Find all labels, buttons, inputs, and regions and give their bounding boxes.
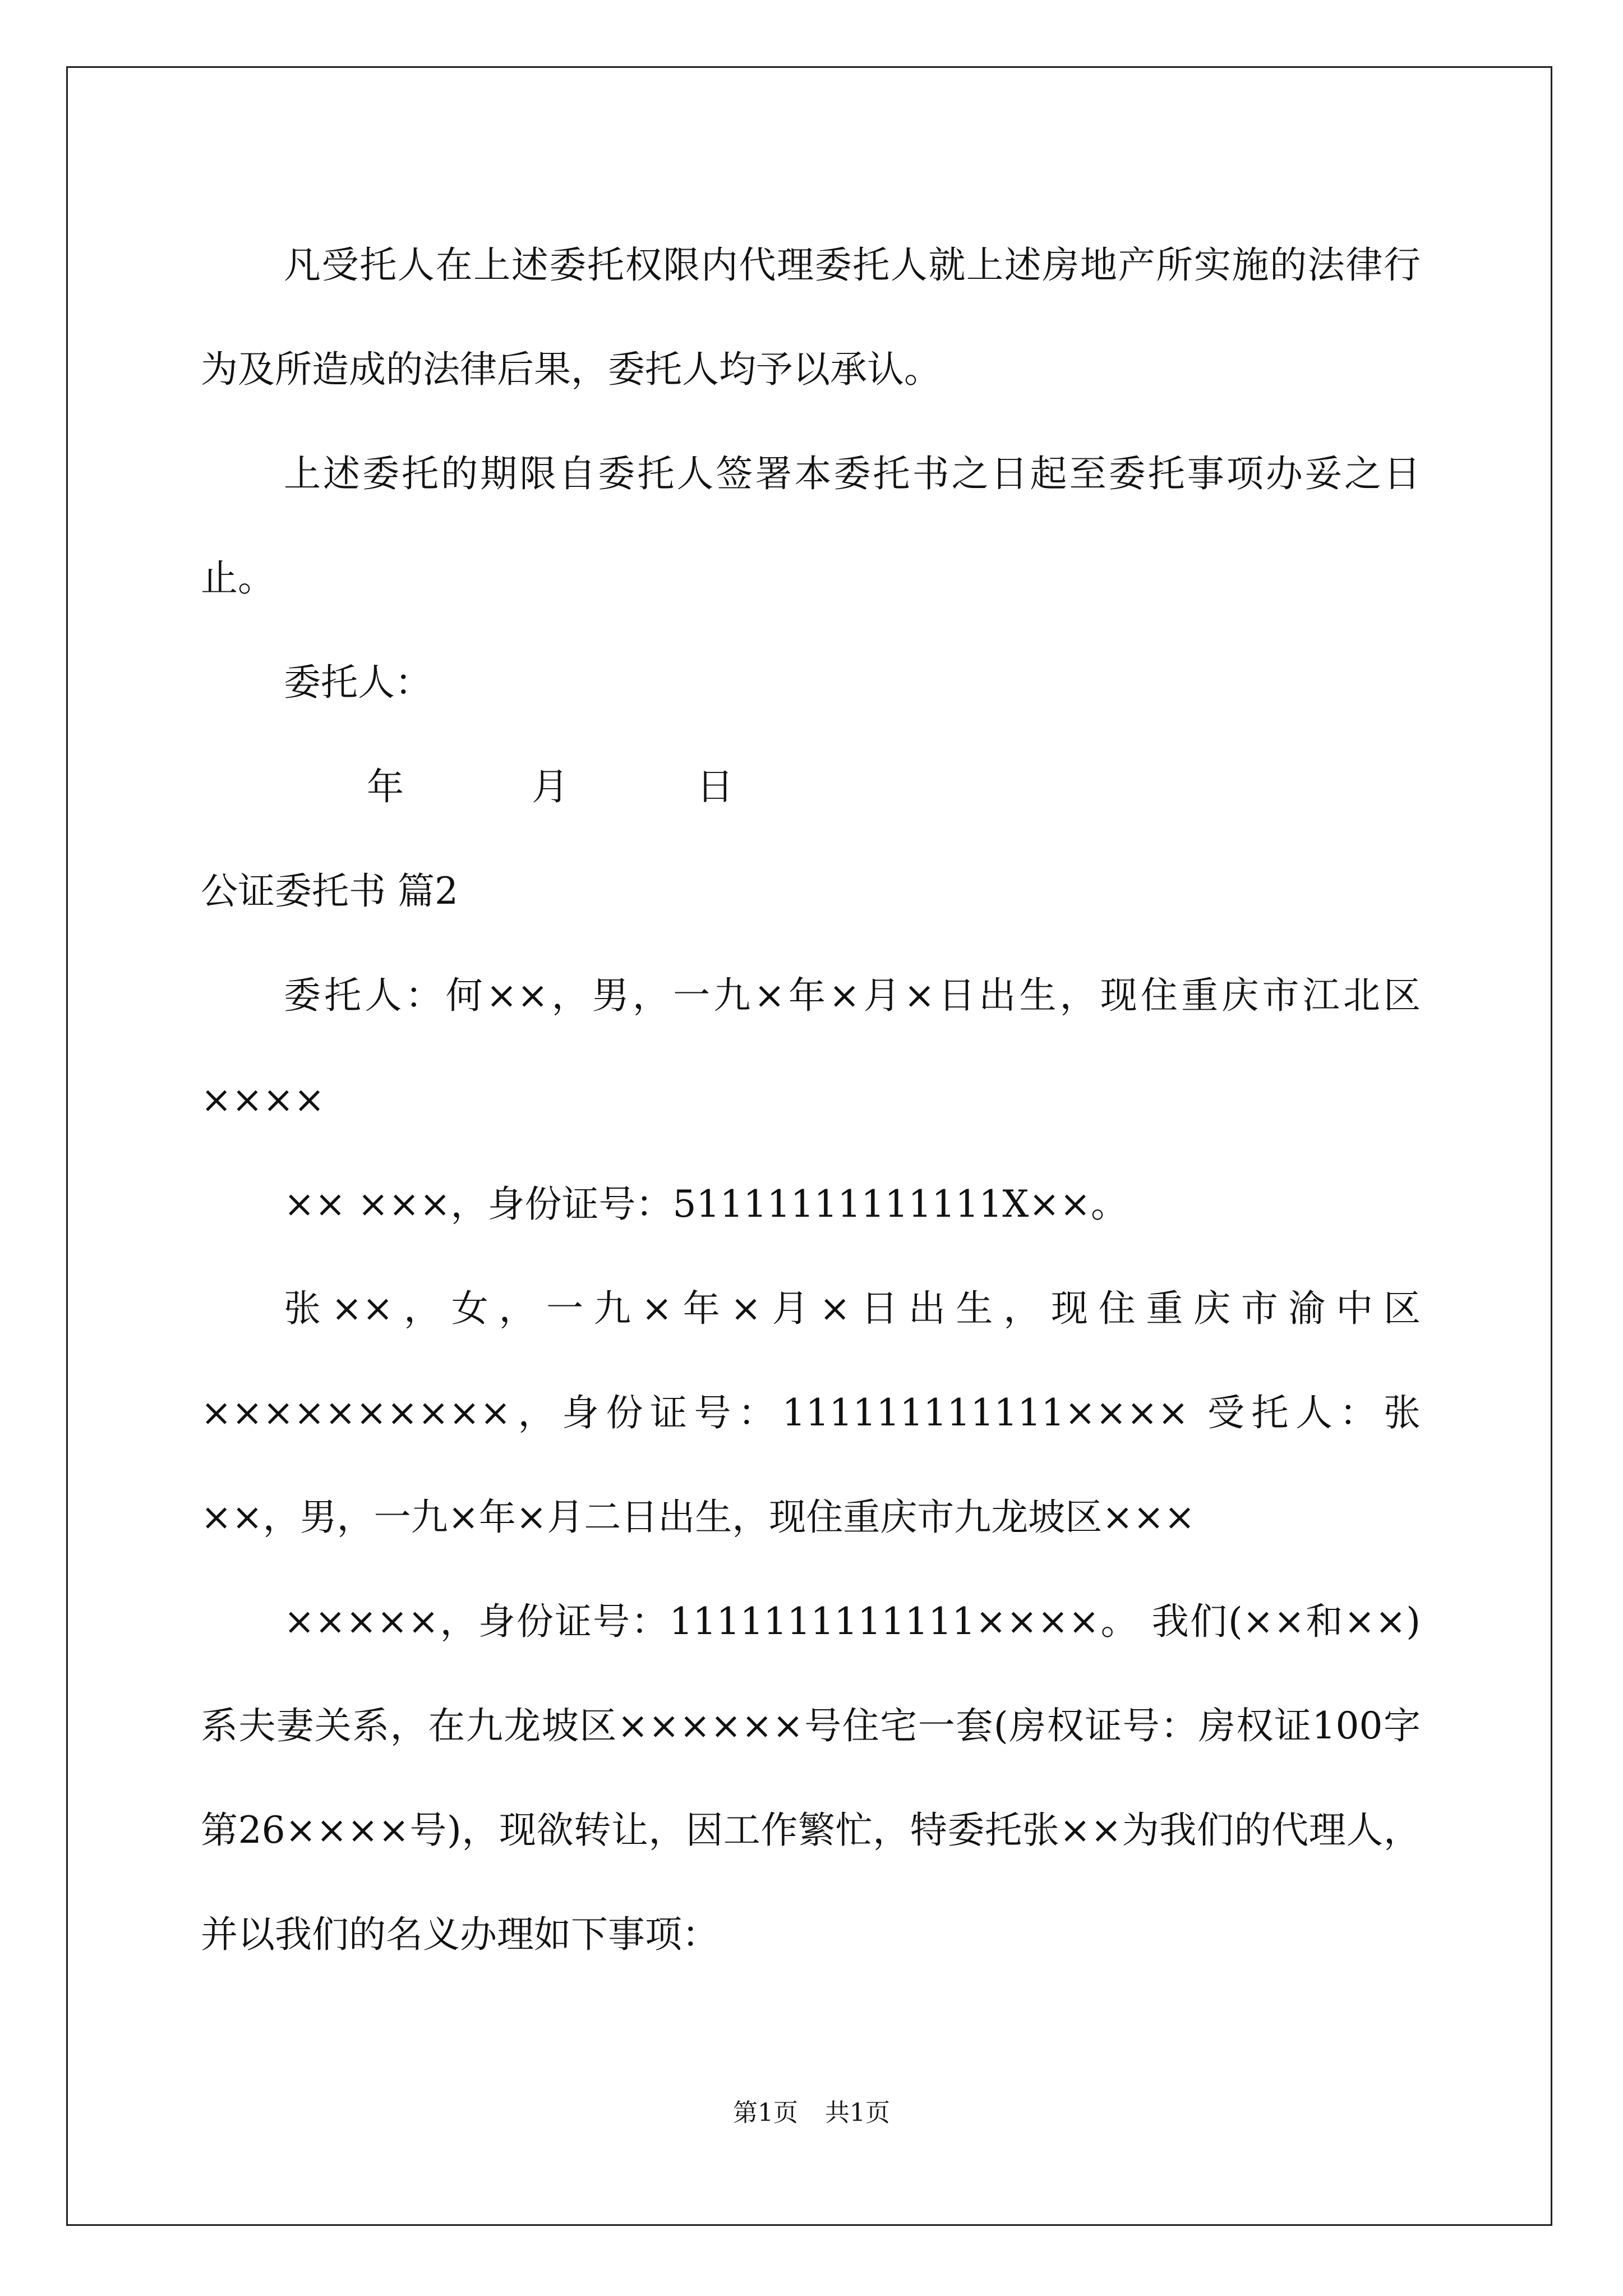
date-line: [201, 735, 1421, 839]
paragraph-principal: 委托人：何××，男，一九×年×月×日出生，现住重庆市江北区××××: [201, 974, 1421, 1121]
page-total: 共1页: [825, 2099, 890, 2127]
page-number: 第1页: [733, 2099, 798, 2127]
page-footer: [0, 2092, 1623, 2128]
paragraph-acknowledgement: 凡受托人在上述委托权限内代理委托人就上述房地产所实施的法律行为及所造成的法律后果，委托人均予以承认。: [201, 243, 1421, 391]
paragraph-term: 上述委托的期限自委托人签署本委托书之日起至委托事项办妥之日止。: [201, 452, 1421, 600]
paragraph-principal-id: ×× ×××，身份证号：51111111111111X××。: [284, 1182, 1128, 1226]
paragraph-second-principal: 张××，女，一九×年×月×日出生，现住重庆市渝中区××××××××××，身份证号：111111111111×××× 受托人：张××，男，一九×年×月二日出生，现住重庆市九龙坡区×××: [201, 1287, 1421, 1539]
signature-label: 委托人：: [284, 661, 432, 704]
document-body: [201, 213, 1421, 1987]
date-year: 年: [367, 765, 404, 808]
section-heading: 公证委托书 篇2: [201, 869, 458, 913]
paragraph-delegation: ×××××，身份证号：1111111111111××××。 我们(××和××)系夫妻关系，在九龙坡区××××××号住宅一套(房权证号：房权证100字第26××××号)，现欲转让，因工作繁忙，特委托张××为我们的代理人，并以我们的名义办理如下事项：: [201, 1600, 1421, 1956]
date-month: 月: [532, 765, 569, 808]
date-day: 日: [697, 765, 734, 808]
